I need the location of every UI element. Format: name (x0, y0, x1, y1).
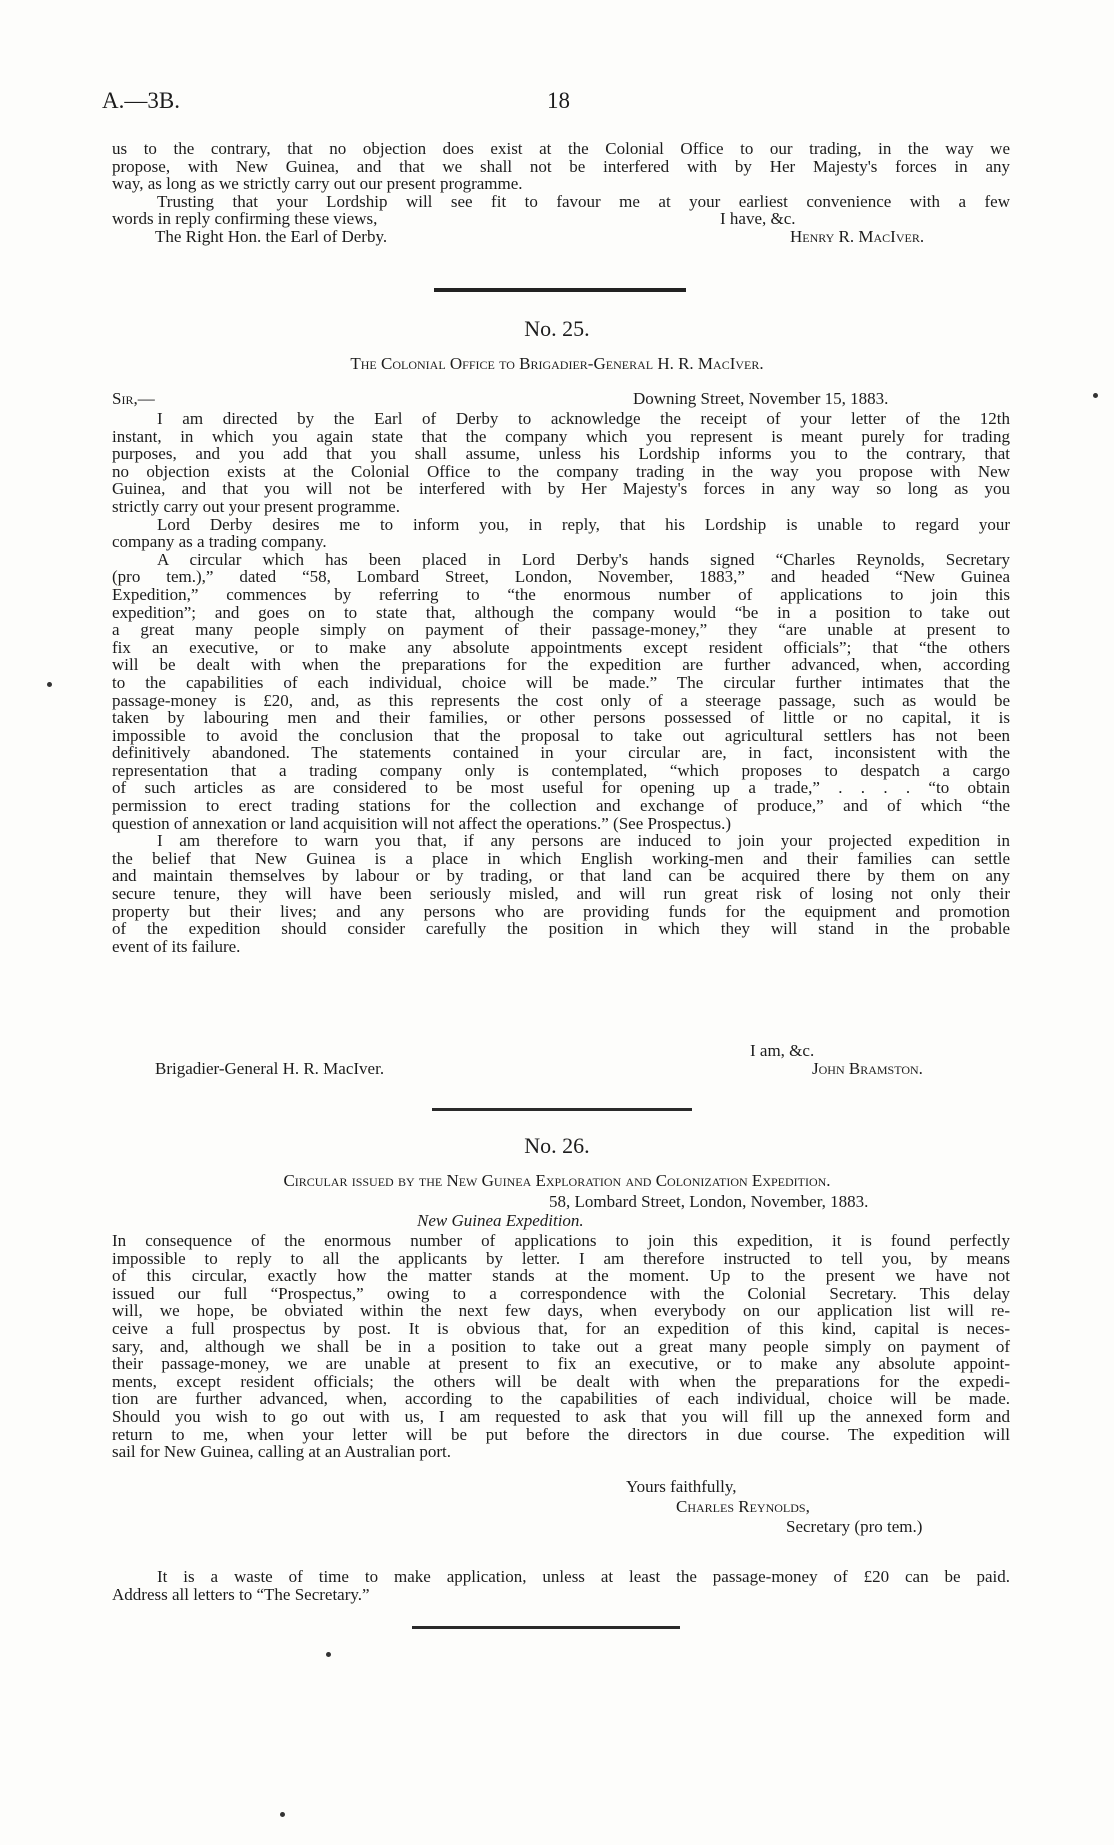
text-line: of the expedition should consider carefully the position in which they will stand in the probable (112, 919, 1010, 939)
text-line: return to me, when your letter will be put before the directors in due course. The expedition will (112, 1424, 1010, 1444)
section-number-26: No. 26. (524, 1133, 590, 1158)
text-line: Address all letters to “The Secretary.” (112, 1584, 370, 1604)
text-line: sary, and, although we shall be in a position to take out a great many people simply on payment of (112, 1336, 1010, 1356)
text-line: fix an executive, or to make any absolute appointments except resident officials”; that “the others (112, 637, 1010, 657)
text-line: question of annexation or land acquisition will not affect the operations.” (See Prospectus.) (112, 813, 732, 833)
text-line: In consequence of the enormous number of applications to join this expedition, it is found perfectly (112, 1231, 1010, 1250)
text-line: permission to erect trading stations for the collection and exchange of produce,” and of which “the (112, 796, 1010, 816)
speck-mark (47, 682, 52, 687)
circular-subtitle: New Guinea Expedition. (417, 1211, 584, 1230)
text-line: It is a waste of time to make application, unless at least the passage-money of £20 can be paid. (157, 1567, 1010, 1586)
signature: Charles Reynolds, (676, 1497, 810, 1516)
text-line: I am directed by the Earl of Derby to acknowledge the receipt of your letter of the 12th (157, 409, 1010, 428)
text-line: and maintain themselves by labour or by trading, or that land can be acquired there by them on any (112, 866, 1010, 886)
signatory-title: Secretary (pro tem.) (786, 1517, 923, 1536)
text-line: way, as long as we strictly carry out our present programme. (112, 174, 523, 194)
text-line: (pro tem.),” dated “58, Lombard Street, London, November, 1883,” and headed “New Guinea (112, 567, 1010, 587)
text-line: company as a trading company. (112, 532, 327, 552)
speck-mark (280, 1812, 285, 1817)
text-line: representation that a trading company only is contemplated, “which proposes to despatch a cargo (112, 760, 1010, 780)
closing: I have, &c. (720, 209, 796, 228)
section-number-25: No. 25. (524, 316, 590, 341)
text-line: will be dealt with when the preparations for the expedition are further advanced, when, according (112, 655, 1010, 675)
section-rule (434, 288, 686, 292)
text-line: property but their lives; and any persons who are providing funds for the equipment and promotion (112, 901, 1010, 921)
text-line: of such articles as are considered to be most useful for opening up a trade,” . . . . “to obtain (112, 778, 1010, 798)
text-line: their passage-money, we are unable at present to fix an executive, or to make any absolute appoint- (112, 1354, 1010, 1374)
text-line: Trusting that your Lordship will see fit to favour me at your earliest convenience with a few (157, 191, 1010, 211)
text-line: impossible to avoid the conclusion that the proposal to take out agricultural settlers has not been (112, 725, 1010, 745)
speck-mark (1093, 393, 1098, 398)
text-line: expedition”; and goes on to state that, although the company would “be in a position to take out (112, 602, 1010, 622)
text-line: a great many people simply on payment of their passage-money,” they “are unable at present to (112, 620, 1010, 640)
text-line: words in reply confirming these views, (112, 209, 378, 229)
signature: John Bramston. (812, 1059, 923, 1078)
circular-note (112, 1568, 1010, 1603)
text-line: passage-money is £20, and, as this represents the cost only of a steerage passage, such as would be (112, 690, 1010, 710)
text-line: ceive a full prospectus by post. It is obvious that, for an expedition of this kind, capital is neces- (112, 1318, 1010, 1338)
salutation: Sir,— (112, 389, 155, 408)
text-line: event of its failure. (112, 936, 241, 956)
text-line: sail for New Guinea, calling at an Australian port. (112, 1442, 451, 1462)
addressee: Brigadier-General H. R. MacIver. (155, 1059, 385, 1078)
circular-address: 58, Lombard Street, London, November, 1883. (549, 1192, 869, 1211)
text-line: instant, in which you again state that the company which you represent is meant purely for trading (112, 426, 1010, 446)
text-line: taken by labouring men and their families, or other persons possessed of little or no capital, it is (112, 708, 1010, 728)
circular-body (112, 1232, 1010, 1461)
section-rule (432, 1108, 692, 1111)
text-line: to the capabilities of each individual, choice will be made.” The circular further intimates that the (112, 672, 1010, 692)
text-line: secure tenure, they will have been seriously misled, and will run great risk of losing not only their (112, 884, 1010, 904)
text-line: strictly carry out your present programme. (112, 496, 400, 516)
page-number: 18 (547, 88, 570, 113)
valediction: Yours faithfully, (626, 1477, 737, 1496)
signature: Henry R. MacIver. (790, 227, 925, 246)
text-line: definitively abandoned. The statements contained in your circular are, in fact, inconsistent with the (112, 743, 1010, 763)
text-line: Lord Derby desires me to inform you, in reply, that his Lordship is unable to regard your (157, 514, 1010, 534)
section-heading: The Colonial Office to Brigadier-General H. R. MacIver. (350, 354, 764, 373)
addressee: The Right Hon. the Earl of Derby. (155, 227, 388, 246)
prev-letter-ending (112, 140, 1010, 228)
text-line: tion are further advanced, when, according to the capabilities of each individual, choice will be made. (112, 1389, 1010, 1409)
text-line: issued our full “Prospectus,” owing to a correspondence with the Colonial Secretary. This delay (112, 1283, 1010, 1303)
text-line: impossible to reply to all the applicants by letter. I am therefore instructed to tell you, by means (112, 1248, 1010, 1268)
closing: I am, &c. (750, 1041, 815, 1060)
text-line: will, we hope, be obviated within the next few days, when everybody on our application list will re- (112, 1301, 1010, 1321)
text-line: A circular which has been placed in Lord Derby's hands signed “Charles Reynolds, Secretary (157, 549, 1010, 569)
dateline: Downing Street, November 15, 1883. (633, 389, 889, 408)
text-line: no objection exists at the Colonial Office to the company trading in the way you propose with New (112, 461, 1010, 481)
section-rule (412, 1626, 680, 1629)
text-line: purposes, and you add that you shall assume, unless his Lordship informs you to the contrary, that (112, 444, 1010, 464)
section-heading: Circular issued by the New Guinea Exploration and Colonization Expedition. (283, 1171, 831, 1190)
text-line: Guinea, and that you will not be interfered with by Her Majesty's forces in any way so long as you (112, 479, 1010, 499)
text-line: ments, except resident officials; the others will be dealt with when the preparations for the expedi- (112, 1371, 1010, 1391)
text-line: us to the contrary, that no objection does exist at the Colonial Office to our trading, in the way we (112, 139, 1010, 158)
text-line: propose, with New Guinea, and that we shall not be interfered with by Her Majesty's forces in any (112, 156, 1010, 176)
text-line: the belief that New Guinea is a place in which English working-men and their families can settle (112, 848, 1010, 868)
speck-mark (326, 1652, 331, 1657)
text-line: Should you wish to go out with us, I am requested to ask that you will fill up the annexed form and (112, 1406, 1010, 1426)
letter-body (112, 410, 1010, 955)
text-line: of this circular, exactly how the matter stands at the moment. Up to the present we have not (112, 1266, 1010, 1286)
text-line: Expedition,” commences by referring to “the enormous number of applications to join this (112, 584, 1010, 604)
text-line: I am therefore to warn you that, if any persons are induced to join your projected expedition in (157, 831, 1010, 851)
running-header: A.—3B. (102, 88, 180, 113)
